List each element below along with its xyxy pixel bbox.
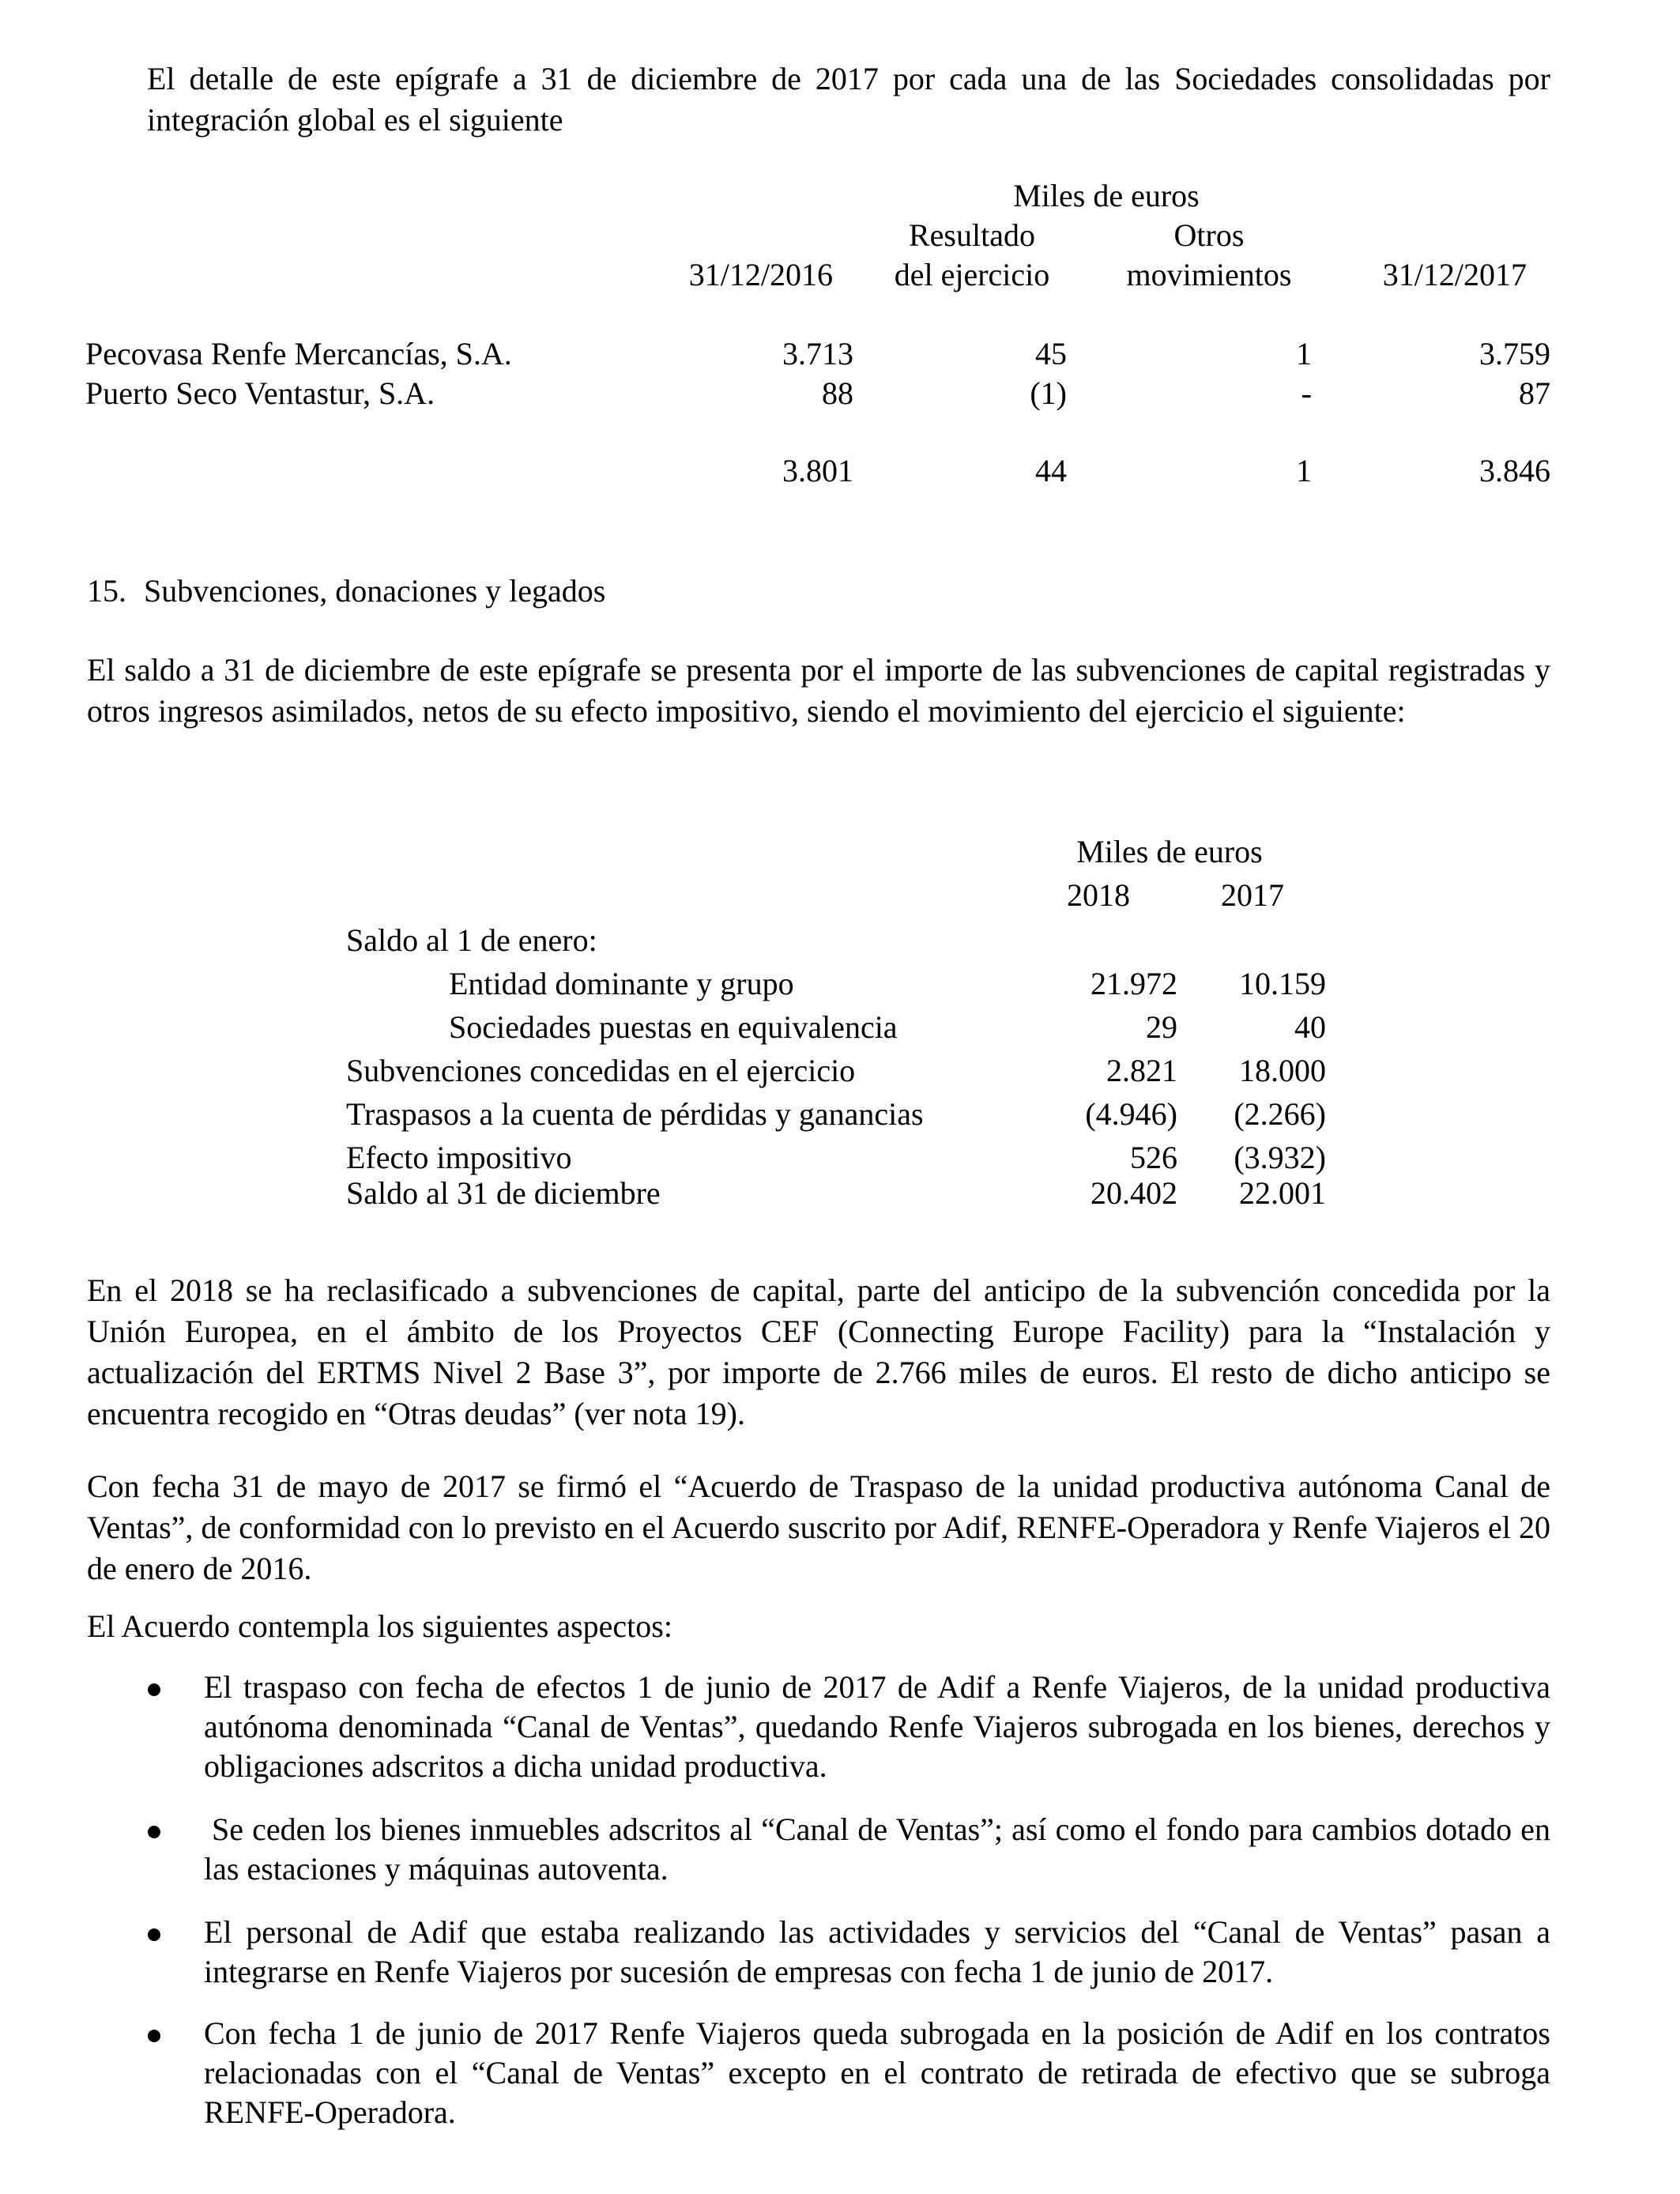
table2-row-label: Subvenciones concedidas en el ejercicio [346, 1053, 856, 1088]
table1-total-cell: 3.846 [1479, 453, 1550, 488]
paragraph-reclasificacion: En el 2018 se ha reclasificado a subvenciones de capital, parte del anticipo de la subvención concedida por la Unión Europea, en el ámbito de los Proyectos CEF (Connecting Europe Facility) para la “Instalación y actualización del ERTMS Nivel 2 Base 3”, por importe de 2.766 miles de euros. El resto de dicho anticipo se encuentra recogido en “Otras deudas” (ver nota 19). [87, 1272, 1550, 1431]
table2-cell: (3.932) [1234, 1140, 1326, 1175]
paragraph-acuerdo-traspaso: Con fecha 31 de mayo de 2017 se firmó el “Acuerdo de Traspaso de la unidad productiva autónoma Canal de Ventas”, de conformidad con lo previsto en el Acuerdo suscrito por Adif, RENFE-Operadora y Renfe Viajeros el 20 de enero de 2016. [87, 1468, 1550, 1586]
table1-units-header: Miles de euros [1013, 178, 1200, 213]
table1-cell: - [1301, 375, 1312, 411]
intro-paragraph: El detalle de este epígrafe a 31 de diciembre de 2017 por cada una de las Sociedades consolidadas por integración global es el siguiente [147, 61, 1550, 138]
table2-row-label: Entidad dominante y grupo [449, 966, 794, 1001]
list-item-text: El personal de Adif que estaba realizando las actividades y servicios del “Canal de Ventas” pasan a integrarse en Renfe Viajeros por sucesión de empresas con fecha 1 de junio de 2017. [204, 1914, 1550, 1989]
table1-row-name: Pecovasa Renfe Mercancías, S.A. [85, 336, 512, 371]
table1-col2-header-line2: del ejercicio [894, 257, 1050, 292]
table1-total-cell: 1 [1296, 453, 1312, 488]
table2-cell: 2.821 [1106, 1053, 1177, 1088]
table2-cell: (2.266) [1234, 1096, 1326, 1132]
table2-row-label: Efecto impositivo [346, 1140, 572, 1175]
table2-cell: 18.000 [1239, 1053, 1326, 1088]
table1-col4-header: 31/12/2017 [1382, 257, 1527, 292]
list-item-text: Se ceden los bienes inmuebles adscritos al “Canal de Ventas”; así como el fondo para cambios dotado en las estaciones y máquinas autoventa. [204, 1811, 1550, 1887]
table2-cell: 21.972 [1090, 966, 1177, 1001]
bullet-icon [148, 2030, 160, 2042]
table2-row-label: Saldo al 31 de diciembre [346, 1175, 661, 1211]
table1-col1-header: 31/12/2016 [688, 257, 833, 292]
table2-year2-header: 2017 [1221, 877, 1284, 913]
table2-cell: 526 [1130, 1140, 1177, 1175]
table1-cell: 45 [1035, 336, 1067, 371]
table1-col3-header-line2: movimientos [1126, 257, 1292, 292]
table2-row-label: Sociedades puestas en equivalencia [449, 1009, 898, 1045]
table1-cell: 87 [1519, 375, 1550, 411]
table2-units-header: Miles de euros [1076, 834, 1263, 869]
table2-cell: 10.159 [1239, 966, 1326, 1001]
table2-cell: 29 [1146, 1009, 1177, 1045]
table1-cell: 3.713 [782, 336, 853, 371]
bullet-icon [148, 1928, 160, 1941]
table1-row-name: Puerto Seco Ventastur, S.A. [85, 375, 435, 411]
table1-col3-header-line1: Otros [1173, 217, 1245, 253]
table2-year1-header: 2018 [1067, 877, 1130, 913]
table1-cell: 3.759 [1479, 336, 1550, 371]
table2-cell: 22.001 [1239, 1175, 1326, 1211]
section-number: 15. [87, 573, 126, 609]
table2-row-label: Traspasos a la cuenta de pérdidas y ganancias [346, 1096, 924, 1132]
table2-cell: 40 [1294, 1009, 1326, 1045]
list-item-text: El traspaso con fecha de efectos 1 de junio de 2017 de Adif a Renfe Viajeros, de la unidad productiva autónoma denominada “Canal de Ventas”, quedando Renfe Viajeros subrogada en los bienes, derechos y obligaciones adscritos a dicha unidad productiva. [204, 1669, 1550, 1784]
list-item-text: Con fecha 1 de junio de 2017 Renfe Viajeros queda subrogada en la posición de Adif en los contratos relacionadas con el “Canal de Ventas” excepto en el contrato de retirada de efectivo que se subroga RENFE-Operadora. [204, 2015, 1550, 2130]
section-title: Subvenciones, donaciones y legados [144, 573, 606, 609]
table1-cell: 1 [1296, 336, 1312, 371]
table2-cell: 20.402 [1090, 1175, 1177, 1211]
table1-total-cell: 3.801 [782, 453, 853, 488]
table2-row-label: Saldo al 1 de enero: [346, 922, 597, 958]
bullet-icon [148, 1683, 160, 1696]
bullet-icon [148, 1826, 160, 1838]
table1-col2-header-line1: Resultado [909, 217, 1035, 253]
table1-cell: (1) [1030, 375, 1067, 411]
table1-total-cell: 44 [1035, 453, 1067, 488]
table1-cell: 88 [822, 375, 853, 411]
paragraph-saldo: El saldo a 31 de diciembre de este epígrafe se presenta por el importe de las subvenciones de capital registradas y otros ingresos asimilados, netos de su efecto impositivo, siendo el movimiento del ejercicio el siguiente: [87, 652, 1550, 729]
paragraph-aspectos: El Acuerdo contempla los siguientes aspectos: [87, 1608, 672, 1644]
table2-cell: (4.946) [1085, 1096, 1177, 1132]
